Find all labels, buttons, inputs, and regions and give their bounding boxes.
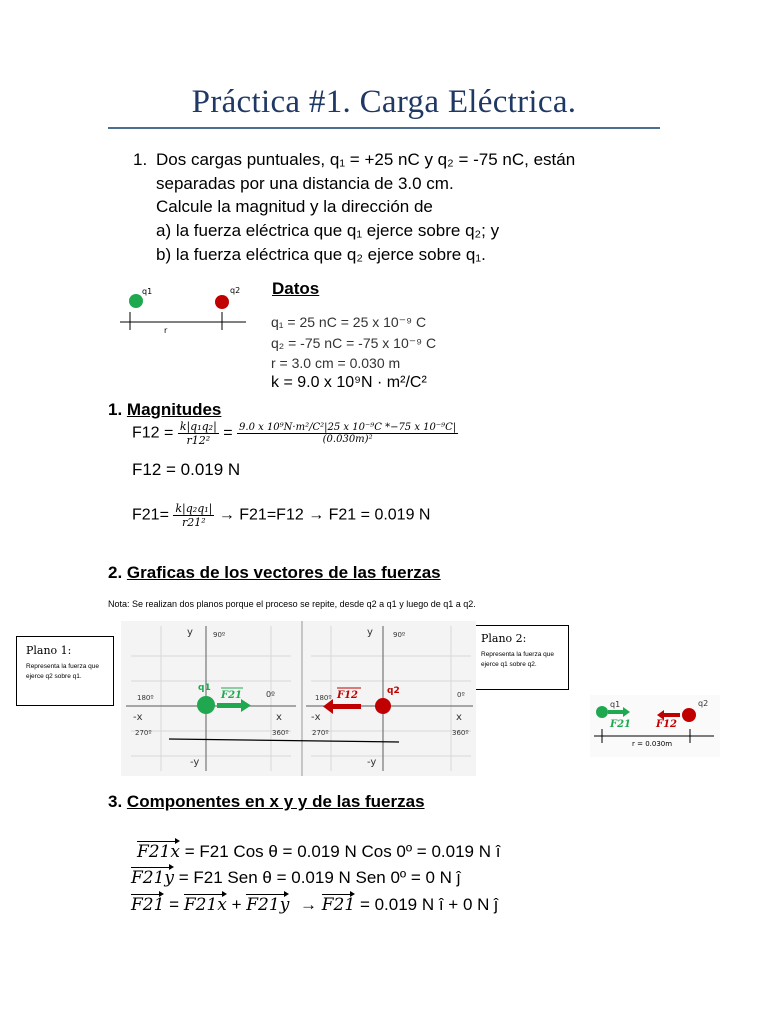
- svg-text:q1: q1: [198, 683, 211, 693]
- svg-text:360º: 360º: [452, 729, 469, 737]
- plano1-q1-dot: [197, 696, 215, 714]
- plano1-title: Plano 1:: [26, 644, 72, 657]
- datos-heading: Datos: [272, 279, 320, 298]
- vector-resultante: F21 = F21x + F21y → F21 = 0.019 N î + 0 N ĵ: [131, 895, 498, 915]
- f12-result: F12 = 0.019 N: [132, 460, 241, 479]
- plano2-q2-dot: [375, 698, 391, 714]
- title-rule: [108, 127, 660, 129]
- componentes-heading: 3. Componentes en x y y de las fuerzas: [108, 792, 425, 811]
- graficas-nota: Nota: Se realizan dos planos porque el proceso se repite, desde q2 a q1 y luego de q1 a q2.: [108, 599, 476, 609]
- magnitudes-heading: 1. Magnitudes: [108, 400, 222, 419]
- svg-text:F12: F12: [337, 690, 359, 701]
- q2-charge-dot: [215, 295, 229, 309]
- svg-text:-y: -y: [190, 757, 200, 768]
- planos-graphic: [121, 621, 476, 776]
- forces-side-diagram: [590, 695, 720, 757]
- svg-text:0º: 0º: [266, 690, 275, 699]
- svg-text:F21: F21: [610, 719, 632, 730]
- svg-text:F12: F12: [656, 719, 678, 730]
- problem-line-3: Calcule la magnitud y la dirección de: [156, 197, 433, 216]
- svg-text:270º: 270º: [135, 729, 152, 737]
- datos-r: r = 3.0 cm = 0.030 m: [271, 355, 401, 371]
- f21-formula: F21= $\frac{\text{k|q₂q₁|}}{\text{r21²}}$ → F21=F12 → F21 = 0.019 N: [132, 502, 431, 529]
- problem-line-4: a) la fuerza eléctrica que q₁ ejerce sobre q₂; y: [156, 221, 500, 240]
- datos-q1: q₁ = 25 nC = 25 x 10⁻⁹ C: [271, 314, 427, 330]
- plano2-desc: Representa la fuerza que ejerce q1 sobre q2.: [481, 651, 554, 668]
- q2-label: q2: [230, 286, 241, 295]
- svg-text:90º: 90º: [213, 631, 226, 639]
- datos-q2: q₂ = -75 nC = -75 x 10⁻⁹ C: [271, 335, 437, 351]
- q1-label: q1: [142, 287, 153, 296]
- problem-number: 1.: [133, 150, 148, 169]
- svg-text:r = 0.030m: r = 0.030m: [632, 740, 673, 748]
- problem-line-5: b) la fuerza eléctrica que q₂ ejerce sobre q₁.: [156, 245, 486, 264]
- q1-charge-dot: [129, 294, 143, 308]
- graficas-heading: 2. Graficas de los vectores de las fuerzas: [108, 563, 441, 582]
- componente-x: F21x = F21 Cos θ = 0.019 N Cos 0º = 0.019 N î: [137, 842, 501, 862]
- r-label: r: [164, 326, 168, 335]
- svg-text:270º: 270º: [312, 729, 329, 737]
- problem-line-1: Dos cargas puntuales, q₁ = +25 nC y q₂ = -75 nC, están: [156, 150, 576, 169]
- svg-text:x: x: [276, 712, 282, 723]
- svg-text:-x: -x: [133, 712, 143, 723]
- plano2-box: [471, 625, 569, 690]
- f12-formula: F12 = $\frac{\text{k|q₁q₂|}}{\text{r12²}}$ = $\frac{\text{9.0 x 10⁹N·m²/C²|25 x 10⁻⁹C *−75 x 10⁻⁹C|}}{\text{(0.030m)²}}$: [132, 420, 457, 447]
- svg-text:x: x: [456, 712, 462, 723]
- svg-text:-y: -y: [367, 757, 377, 768]
- svg-text:0º: 0º: [457, 691, 465, 699]
- svg-text:q2: q2: [387, 686, 400, 696]
- plano1-desc: Representa la fuerza que ejerce q2 sobre q1.: [26, 663, 99, 680]
- datos-k: k = 9.0 x 10⁹N · m²/C²: [271, 374, 427, 391]
- svg-text:360º: 360º: [272, 729, 289, 737]
- svg-text:q1: q1: [610, 700, 621, 709]
- svg-text:y: y: [187, 627, 193, 638]
- svg-text:q2: q2: [698, 699, 709, 708]
- svg-text:F21: F21: [221, 690, 243, 701]
- page-title: Práctica #1. Carga Eléctrica.: [191, 84, 577, 120]
- svg-text:-x: -x: [311, 712, 321, 723]
- svg-text:y: y: [367, 627, 373, 638]
- componente-y: F21y = F21 Sen θ = 0.019 N Sen 0º = 0 N ĵ: [131, 868, 461, 888]
- plano1-box: [16, 636, 114, 706]
- problem-line-2: separadas por una distancia de 3.0 cm.: [156, 174, 454, 193]
- svg-text:180º: 180º: [137, 694, 154, 702]
- svg-text:90º: 90º: [393, 631, 406, 639]
- plano2-title: Plano 2:: [481, 632, 527, 645]
- charges-diagram: [110, 280, 250, 350]
- svg-text:180º: 180º: [315, 694, 332, 702]
